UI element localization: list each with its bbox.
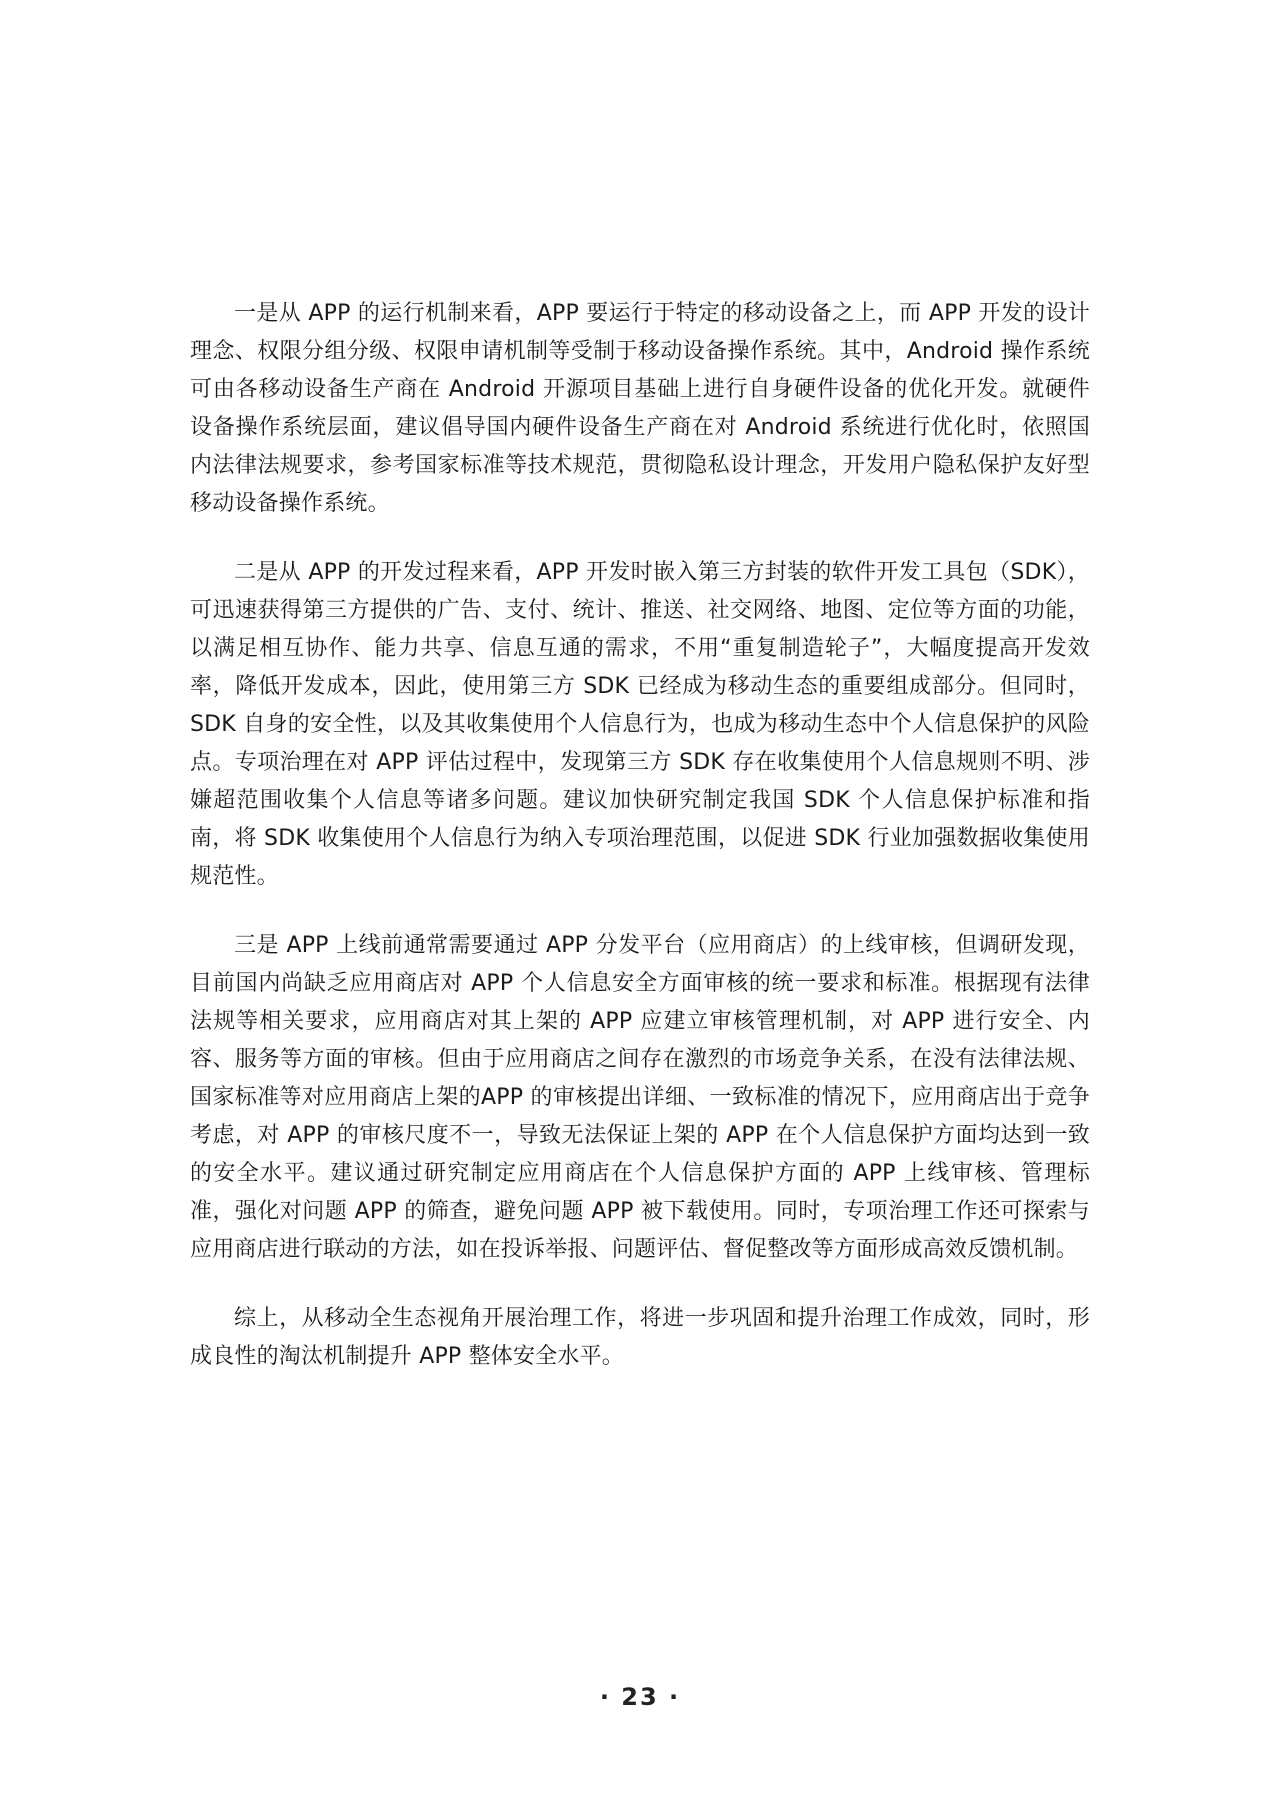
document-body xyxy=(190,295,1090,1407)
paragraph-3: 三是 APP 上线前通常需要通过 APP 分发平台（应用商店）的上线审核，但调研发现，目前国内尚缺乏应用商店对 APP 个人信息安全方面审核的统一要求和标准。根据现有法律法规等相关要求，应用商店对其上架的 APP 应建立审核管理机制，对 APP 进行安全、内容、服务等方面的审核。但由于应用商店之间存在激烈的市场竞争关系，在没有法律法规、国家标准等对应用商店上架的APP 的审核提出详细、一致标准的情况下，应用商店出于竞争考虑，对 APP 的审核尺度不一，导致无法保证上架的 APP 在个人信息保护方面均达到一致的安全水平。建议通过研究制定应用商店在个人信息保护方面的 APP 上线审核、管理标准，强化对问题 APP 的筛查，避免问题 APP 被下载使用。同时，专项治理工作还可探索与应用商店进行联动的方法，如在投诉举报、问题评估、督促整改等方面形成高效反馈机制。 xyxy=(190,933,1090,1262)
page-number: · 23 · xyxy=(599,1683,681,1711)
paragraph-1: 一是从 APP 的运行机制来看，APP 要运行于特定的移动设备之上，而 APP 开发的设计理念、权限分组分级、权限申请机制等受制于移动设备操作系统。其中，Android 操作系统可由各移动设备生产商在 Android 开源项目基础上进行自身硬件设备的优化开发。就硬件设备操作系统层面，建议倡导国内硬件设备生产商在对 Android 系统进行优化时，依照国内法律法规要求，参考国家标准等技术规范，贯彻隐私设计理念，开发用户隐私保护友好型移动设备操作系统。 xyxy=(190,301,1090,516)
paragraph-4: 综上，从移动全生态视角开展治理工作，将进一步巩固和提升治理工作成效，同时，形成良性的淘汰机制提升 APP 整体安全水平。 xyxy=(190,1306,1090,1369)
paragraph-2: 二是从 APP 的开发过程来看，APP 开发时嵌入第三方封装的软件开发工具包（SDK），可迅速获得第三方提供的广告、支付、统计、推送、社交网络、地图、定位等方面的功能，以满足相互协作、能力共享、信息互通的需求，不用“重复制造轮子”，大幅度提高开发效率，降低开发成本，因此，使用第三方 SDK 已经成为移动生态的重要组成部分。但同时，SDK 自身的安全性，以及其收集使用个人信息行为，也成为移动生态中个人信息保护的风险点。专项治理在对 APP 评估过程中，发现第三方 SDK 存在收集使用个人信息规则不明、涉嫌超范围收集个人信息等诸多问题。建议加快研究制定我国 SDK 个人信息保护标准和指南，将 SDK 收集使用个人信息行为纳入专项治理范围，以促进 SDK 行业加强数据收集使用规范性。 xyxy=(190,560,1090,889)
